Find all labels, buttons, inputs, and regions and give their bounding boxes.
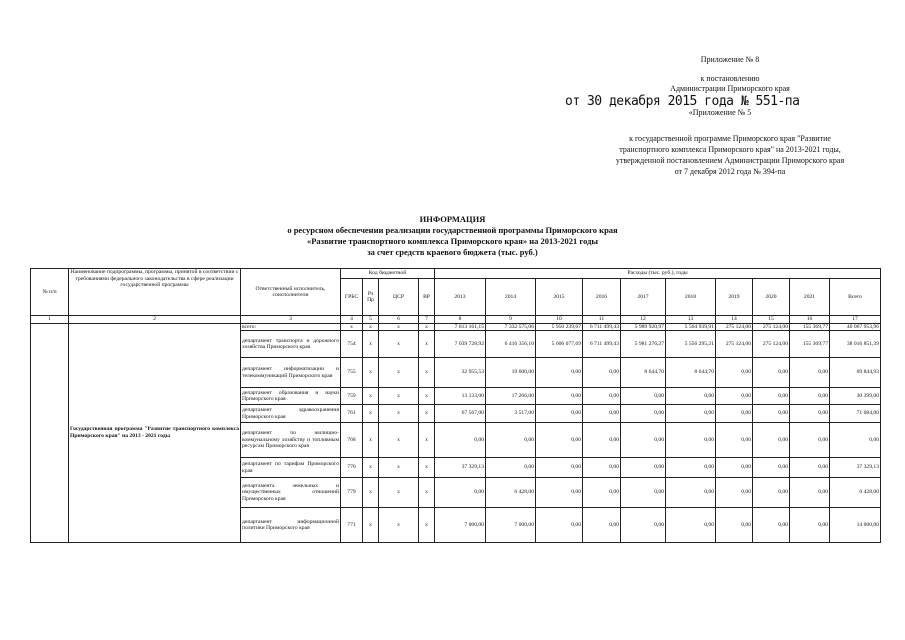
expense-value: 0,00 xyxy=(486,423,536,458)
expense-value: 0,00 xyxy=(583,458,621,478)
expense-value: 0,00 xyxy=(790,388,830,405)
expense-value: 13 133,00 xyxy=(435,388,486,405)
header-year: 2019 xyxy=(716,279,753,316)
expense-value: 0,00 xyxy=(753,405,790,423)
column-number: 8 xyxy=(435,316,486,324)
vr-code: x xyxy=(419,478,435,508)
expense-value: 0,00 xyxy=(716,358,753,388)
expense-value: 155 369,77 xyxy=(790,323,830,331)
expense-value: 71 084,00 xyxy=(830,405,881,423)
expense-value: 0,00 xyxy=(666,458,716,478)
grbs-code: 755 xyxy=(341,358,363,388)
executor: департамент по тарифам Приморского края xyxy=(241,458,341,478)
expense-value: 40 067 953,96 xyxy=(830,323,881,331)
column-number: 6 xyxy=(379,316,419,324)
expense-value: 0,00 xyxy=(716,478,753,508)
expense-value: 0,00 xyxy=(716,405,753,423)
resource-table xyxy=(30,268,881,543)
csr-code: x xyxy=(379,405,419,423)
program-ref-3: утвержденной постановлением Администрации Приморского края xyxy=(615,156,845,165)
column-number: 9 xyxy=(486,316,536,324)
csr-code: x xyxy=(379,323,419,331)
rzpr-code: x xyxy=(363,508,379,543)
administration: Администрации Приморского края xyxy=(670,84,790,93)
rzpr-code: x xyxy=(363,405,379,423)
expense-value: 37 329,13 xyxy=(830,458,881,478)
expense-value: 0,00 xyxy=(716,458,753,478)
executor: всего: xyxy=(241,323,341,331)
csr-code: x xyxy=(379,423,419,458)
expense-value: 17 266,00 xyxy=(486,388,536,405)
csr-code: x xyxy=(379,478,419,508)
rzpr-code: x xyxy=(363,423,379,458)
expense-value: 19 600,00 xyxy=(486,358,536,388)
header-budget-code: Код бюджетной xyxy=(341,269,435,279)
grbs-code: 759 xyxy=(341,388,363,405)
vr-code: x xyxy=(419,405,435,423)
column-number: 3 xyxy=(241,316,341,324)
executor: департамент здравоохранения Приморского края xyxy=(241,405,341,423)
doc-subtitle-3: за счет средств краевого бюджета (тыс. руб.) xyxy=(367,247,538,257)
header-year: 2015 xyxy=(536,279,583,316)
grbs-code: x xyxy=(341,323,363,331)
expense-value: 0,00 xyxy=(583,358,621,388)
executor: департамент информатизации и телекоммуникаций Приморского края xyxy=(241,358,341,388)
program-name: Государственная программа "Развитие транспортного комплекса Приморского края" на 2013 - 2021 годы xyxy=(69,323,241,543)
column-number: 7 xyxy=(419,316,435,324)
grbs-code: 779 xyxy=(341,478,363,508)
executor: департамент информационной политики Приморского края xyxy=(241,508,341,543)
expense-value: 7 332 575,06 xyxy=(486,323,536,331)
csr-code: x xyxy=(379,508,419,543)
header-year: 2018 xyxy=(666,279,716,316)
csr-code: x xyxy=(379,458,419,478)
expense-value: 0,00 xyxy=(583,405,621,423)
vr-code: x xyxy=(419,458,435,478)
vr-code: x xyxy=(419,358,435,388)
expense-value: 0,00 xyxy=(716,388,753,405)
expense-value: 7 000,00 xyxy=(435,508,486,543)
expense-value: 0,00 xyxy=(583,478,621,508)
expense-value: 275 124,00 xyxy=(716,331,753,358)
vr-code: x xyxy=(419,323,435,331)
expense-value: 3 517,00 xyxy=(486,405,536,423)
expense-value: 0,00 xyxy=(435,423,486,458)
rzpr-code: x xyxy=(363,388,379,405)
expense-value: 5 556 295,21 xyxy=(666,331,716,358)
executor: департамент по жилищно-коммунальному хозяйству и топливным ресурсам Приморского края xyxy=(241,423,341,458)
vr-code: x xyxy=(419,508,435,543)
expense-value: 7 000,00 xyxy=(486,508,536,543)
expense-value: 0,00 xyxy=(621,508,666,543)
to-resolution: к постановлению xyxy=(700,74,760,83)
header-year: 2014 xyxy=(486,279,536,316)
column-number: 5 xyxy=(363,316,379,324)
executor: департамент образования и науки Приморского края xyxy=(241,388,341,405)
column-number: 14 xyxy=(716,316,753,324)
expense-value: 6 416 356,10 xyxy=(486,331,536,358)
expense-value: 38 016 851,39 xyxy=(830,331,881,358)
header-year: 2013 xyxy=(435,279,486,316)
expense-value: 0,00 xyxy=(753,423,790,458)
expense-value: 0,00 xyxy=(790,478,830,508)
expense-value: 275 124,00 xyxy=(753,331,790,358)
expense-value: 0,00 xyxy=(435,478,486,508)
expense-value: 0,00 xyxy=(666,405,716,423)
expense-value: 8 644,70 xyxy=(621,358,666,388)
csr-code: x xyxy=(379,358,419,388)
expense-value: 0,00 xyxy=(583,423,621,458)
expense-value: 0,00 xyxy=(621,423,666,458)
column-number: 12 xyxy=(621,316,666,324)
expense-value: 0,00 xyxy=(666,508,716,543)
header-year: 2016 xyxy=(583,279,621,316)
expense-value: 0,00 xyxy=(790,358,830,388)
column-number: 10 xyxy=(536,316,583,324)
csr-code: x xyxy=(379,331,419,358)
expense-value: 0,00 xyxy=(753,358,790,388)
expense-value: 0,00 xyxy=(753,388,790,405)
header-year: Всего xyxy=(830,279,881,316)
expense-value: 6 428,00 xyxy=(830,478,881,508)
appendix-label: Приложение № 8 xyxy=(700,55,760,64)
date-number-stamp: от 30 декабря 2015 года № 551-па xyxy=(565,94,800,109)
vr-code: x xyxy=(419,388,435,405)
header-vr: ВР xyxy=(419,279,435,316)
header-executor: Ответственный исполнитель, соисполнители xyxy=(241,269,341,316)
header-num: № п/п xyxy=(31,269,69,316)
expense-value: 7 813 161,15 xyxy=(435,323,486,331)
expense-value: 0,00 xyxy=(716,508,753,543)
expense-value: 69 844,93 xyxy=(830,358,881,388)
expense-value: 0,00 xyxy=(790,405,830,423)
vr-code: x xyxy=(419,423,435,458)
expense-value: 0,00 xyxy=(536,423,583,458)
column-number: 1 xyxy=(31,316,69,324)
header-year: 2020 xyxy=(753,279,790,316)
grbs-code: 761 xyxy=(341,405,363,423)
expense-value: 37 329,13 xyxy=(435,458,486,478)
doc-title: ИНФОРМАЦИЯ xyxy=(419,214,486,224)
column-number: 2 xyxy=(69,316,241,324)
expense-value: 0,00 xyxy=(621,478,666,508)
expense-value: 0,00 xyxy=(790,458,830,478)
expense-value: 30 399,00 xyxy=(830,388,881,405)
rzpr-code: x xyxy=(363,331,379,358)
rzpr-code: x xyxy=(363,323,379,331)
executor: департамент транспорта и дорожного хозяйства Приморского края xyxy=(241,331,341,358)
grbs-code: 754 xyxy=(341,331,363,358)
grbs-code: 770 xyxy=(341,458,363,478)
expense-value: 0,00 xyxy=(621,405,666,423)
column-number: 16 xyxy=(790,316,830,324)
expense-value: 0,00 xyxy=(753,458,790,478)
expense-value: 0,00 xyxy=(753,508,790,543)
expense-value: 6 711 499,43 xyxy=(583,331,621,358)
expense-value: 5 989 920,97 xyxy=(621,323,666,331)
expense-value: 32 955,53 xyxy=(435,358,486,388)
expense-value: 14 000,00 xyxy=(830,508,881,543)
expense-value: 0,00 xyxy=(536,478,583,508)
expense-value: 0,00 xyxy=(621,458,666,478)
expense-value: 275 124,00 xyxy=(753,323,790,331)
header-expenses: Расходы (тыс. руб.), годы xyxy=(435,269,881,279)
expense-value: 0,00 xyxy=(790,508,830,543)
header-name: Наименование подпрограммы, программы, принятой в соответствии с требованиями федерального законодательства в сфере реализации государственной программы xyxy=(69,269,241,316)
expense-value: 5 564 939,91 xyxy=(666,323,716,331)
executor: департамента земельных и имущественных отношений Приморского края xyxy=(241,478,341,508)
table-row xyxy=(31,323,881,331)
expense-value: 67 567,00 xyxy=(435,405,486,423)
expense-value: 0,00 xyxy=(621,388,666,405)
expense-value: 5 606 077,69 xyxy=(536,331,583,358)
expense-value: 0,00 xyxy=(486,458,536,478)
expense-value: 0,00 xyxy=(536,358,583,388)
expense-value: 8 644,70 xyxy=(666,358,716,388)
header-grbs: ГРБС xyxy=(341,279,363,316)
appendix5-label: «Приложение № 5 xyxy=(688,108,752,117)
expense-value: 275 124,00 xyxy=(716,323,753,331)
column-number: 11 xyxy=(583,316,621,324)
rzpr-code: x xyxy=(363,358,379,388)
expense-value: 0,00 xyxy=(716,423,753,458)
header-csr: ЦСР xyxy=(379,279,419,316)
header-rzpr: Рз Пр xyxy=(363,279,379,316)
grbs-code: 771 xyxy=(341,508,363,543)
csr-code: x xyxy=(379,388,419,405)
column-number: 13 xyxy=(666,316,716,324)
expense-value: 6 428,00 xyxy=(486,478,536,508)
expense-value: 0,00 xyxy=(666,423,716,458)
expense-value: 7 039 728,92 xyxy=(435,331,486,358)
program-ref-2: транспортного комплекса Приморского края" на 2013-2021 годы, xyxy=(619,145,841,154)
grbs-code: 768 xyxy=(341,423,363,458)
expense-value: 0,00 xyxy=(583,388,621,405)
expense-value: 0,00 xyxy=(583,508,621,543)
vr-code: x xyxy=(419,331,435,358)
expense-value: 0,00 xyxy=(536,388,583,405)
expense-value: 0,00 xyxy=(753,478,790,508)
expense-value: 0,00 xyxy=(830,423,881,458)
expense-value: 0,00 xyxy=(536,508,583,543)
expense-value: 0,00 xyxy=(536,405,583,423)
rzpr-code: x xyxy=(363,478,379,508)
rzpr-code: x xyxy=(363,458,379,478)
expense-value: 0,00 xyxy=(666,388,716,405)
program-ref-1: к государственной программе Приморского края "Развитие xyxy=(629,134,831,143)
column-number: 17 xyxy=(830,316,881,324)
header-year: 2017 xyxy=(621,279,666,316)
program-ref-4: от 7 декабря 2012 года № 394-па xyxy=(674,167,786,176)
header-year: 2021 xyxy=(790,279,830,316)
doc-subtitle-1: о ресурсном обеспечении реализации государственной программы Приморского края xyxy=(287,225,618,235)
doc-subtitle-2: «Развитие транспортного комплекса Приморского края» на 2013-2021 годы xyxy=(306,236,599,246)
column-number: 4 xyxy=(341,316,363,324)
expense-value: 5 950 239,67 xyxy=(536,323,583,331)
expense-value: 0,00 xyxy=(666,478,716,508)
column-number: 15 xyxy=(753,316,790,324)
expense-value: 6 711 499,43 xyxy=(583,323,621,331)
expense-value: 0,00 xyxy=(536,458,583,478)
expense-value: 155 369,77 xyxy=(790,331,830,358)
expense-value: 0,00 xyxy=(790,423,830,458)
expense-value: 5 981 276,27 xyxy=(621,331,666,358)
row-number xyxy=(31,323,69,543)
